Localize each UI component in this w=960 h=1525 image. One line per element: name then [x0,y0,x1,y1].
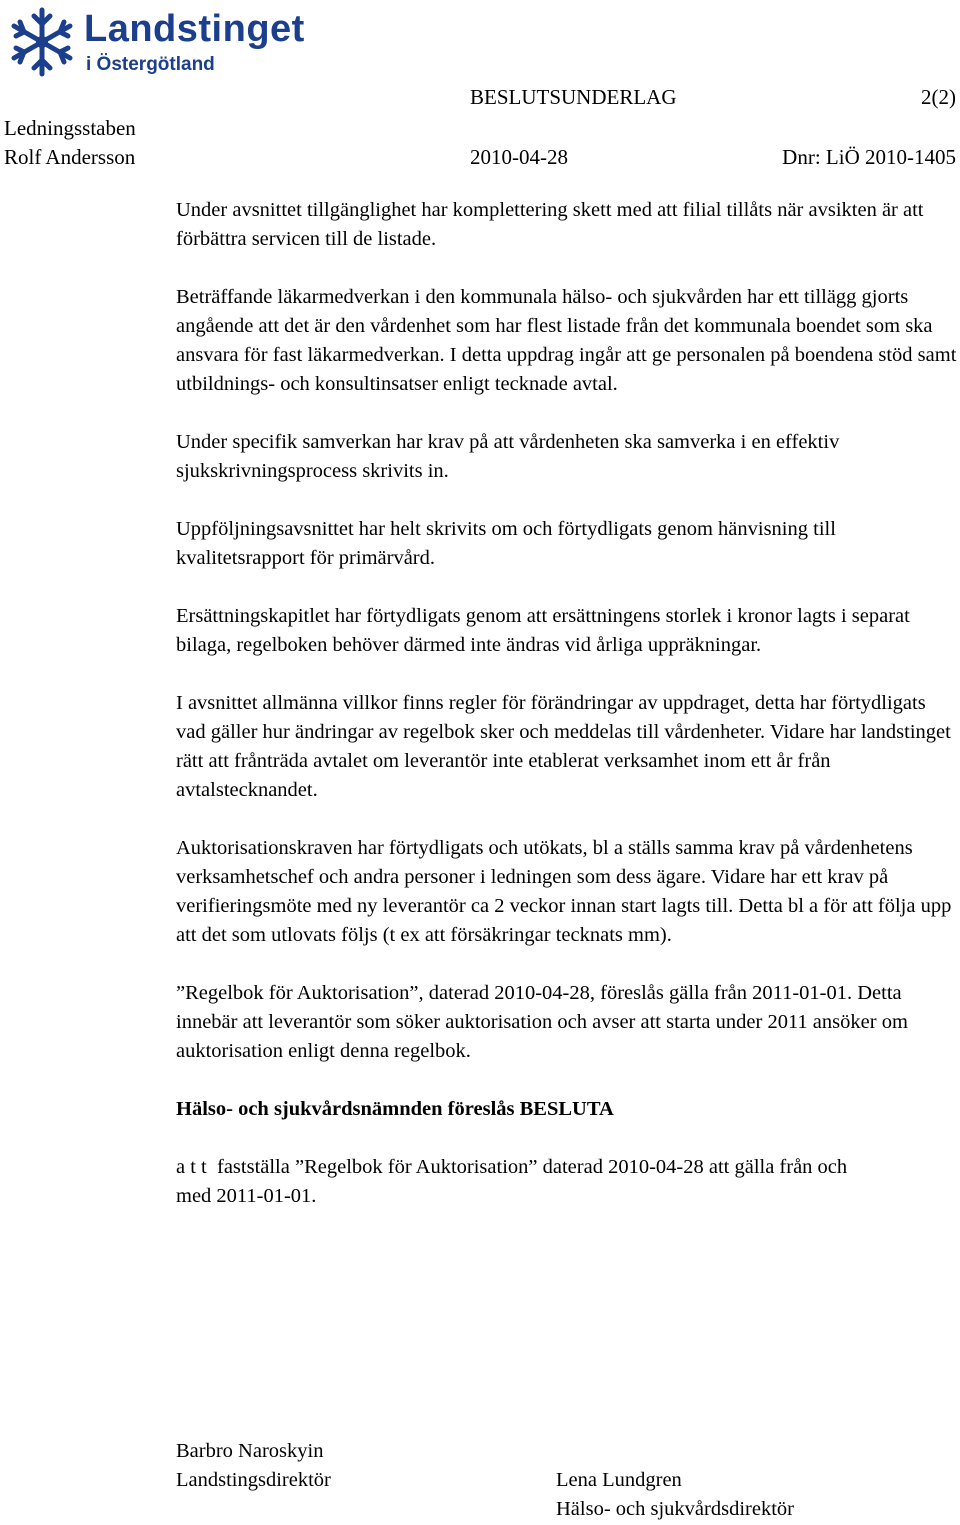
signer-right-title: Hälso- och sjukvårdsdirektör [556,1498,794,1520]
department: Ledningsstaben [4,116,136,140]
snowflake-emblem-icon [6,6,78,78]
page-number: 2(2) [921,85,956,109]
signer-left-title: Landstingsdirektör [176,1469,331,1491]
document-date: 2010-04-28 [470,145,568,169]
paragraph-rulebook: ”Regelbok för Auktorisation”, daterad 2010-04-28, föreslås gälla från 2011-01-01. Detta innebär att leverantör som söker auktorisation och avser att starta under 2011 ansöker om auktorisation enligt denna regelbok. [176,982,908,1062]
paragraph-physician-participation: Beträffande läkarmedverkan i den kommunala hälso- och sjukvården har ett tillägg gjorts angående att det är den vårdenhet som har flest listade från det kommunala boendet som ska ansvara för fast läkarmedverkan. I detta uppdrag ingår att ge personalen på boendena stöd samt utbildnings- och konsultinsatser enligt tecknade avtal. [176,286,957,395]
paragraph-accessibility: Under avsnittet tillgänglighet har komplettering skett med att filial tillåts när avsikten är att förbättra servicen till de listade. [176,199,924,250]
decision-text: a t t fastställa ”Regelbok för Auktorisation” daterad 2010-04-28 att gälla från och med 2011-01-01. [176,1156,853,1207]
signer-right-name: Lena Lundgren [556,1469,682,1491]
logo-subtitle: i Östergötland [86,54,215,75]
logo-wordmark: Landstinget [84,8,305,50]
author: Rolf Andersson [4,145,136,169]
paragraph-specific-cooperation: Under specifik samverkan har krav på att vårdenheten ska samverka i en effektiv sjukskrivningsprocess skrivits in. [176,431,840,482]
paragraph-authorization-requirements: Auktorisationskraven har förtydligats och utökats, bl a ställs samma krav på vårdenhetens verksamhetschef och andra personer i ledningen som dess ägare. Vidare har ett krav på verifieringsmöte med ny leverantör ca 2 veckor innan start lagts till. Detta bl a för att följa upp att det som utlovats följs (t ex att försäkringar tecknats mm). [176,837,952,946]
decision-heading: Hälso- och sjukvårdsnämnden föreslås BESLUTA [176,1098,614,1120]
landstinget-logo [6,4,326,82]
signer-left-name: Barbro Naroskyin [176,1440,324,1462]
document-body [176,196,960,1240]
paragraph-general-terms: I avsnittet allmänna villkor finns regler för förändringar av uppdraget, detta har förtydligats vad gäller hur ändringar av regelbok sker och meddelas till vårdenheter. Vidare har landstinget rätt att frånträda avtalet om leverantör inte etablerat verksamhet inom ett år från avtalstecknandet. [176,692,951,801]
paragraph-follow-up: Uppföljningsavsnittet har helt skrivits om och förtydligats genom hänvisning till kvalitetsrapport för primärvård. [176,518,836,569]
registration-number: Dnr: LiÖ 2010-1405 [782,145,956,169]
paragraph-compensation: Ersättningskapitlet har förtydligats genom att ersättningens storlek i kronor lagts i separat bilaga, regelboken behöver därmed inte ändras vid årliga uppräkningar. [176,605,910,656]
document-type: BESLUTSUNDERLAG [470,85,677,109]
